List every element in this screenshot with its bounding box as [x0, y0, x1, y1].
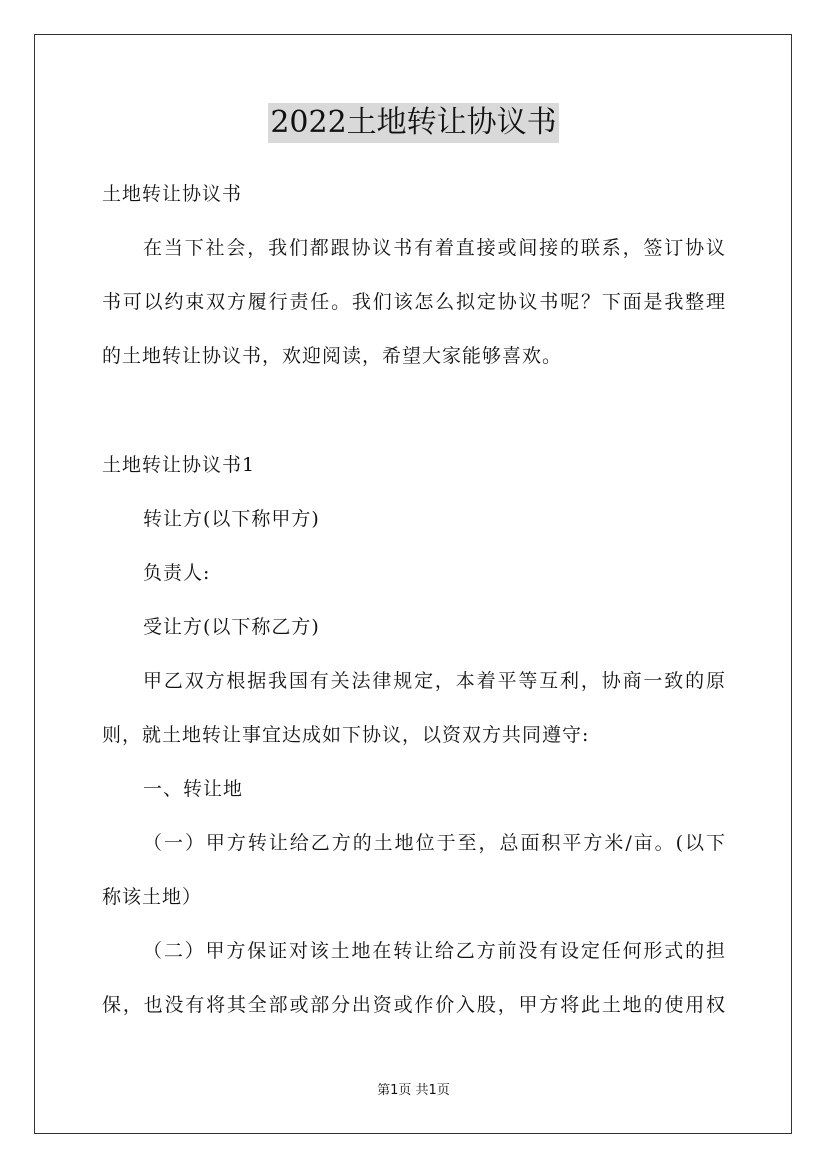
paragraph-line: 甲乙双方根据我国有关法律规定，本着平等互利，协商一致的原 — [143, 670, 726, 692]
page-footer: 第1页 共1页 — [377, 1083, 450, 1098]
paragraph-line: 的土地转让协议书，欢迎阅读，希望大家能够喜欢。 — [102, 345, 563, 367]
clause-heading: 一、转让地 — [143, 778, 244, 800]
paragraph-line: 受让方(以下称乙方) — [143, 616, 320, 638]
paragraph-line: （一）甲方转让给乙方的土地位于至，总面积平方米/亩。(以下 — [143, 832, 726, 854]
paragraph-line: 负责人: — [143, 562, 211, 584]
section-heading: 土地转让协议书 — [102, 183, 243, 205]
paragraph-line: 则，就土地转让事宜达成如下协议，以资双方共同遵守: — [102, 724, 590, 746]
document-title: 2022土地转让协议书 — [268, 103, 558, 143]
paragraph-line: 称该土地） — [102, 886, 203, 908]
paragraph-line: （二）甲方保证对该土地在转让给乙方前没有设定任何形式的担 — [143, 940, 726, 962]
title-container — [0, 103, 827, 143]
paragraph-line: 转让方(以下称甲方) — [143, 508, 320, 530]
paragraph-line: 书可以约束双方履行责任。我们该怎么拟定协议书呢？下面是我整理 — [102, 291, 726, 313]
paragraph-line: 保，也没有将其全部或部分出资或作价入股，甲方将此土地的使用权 — [102, 994, 726, 1016]
section-heading: 土地转让协议书1 — [102, 454, 256, 476]
paragraph-line: 在当下社会，我们都跟协议书有着直接或间接的联系，签订协议 — [143, 237, 726, 259]
